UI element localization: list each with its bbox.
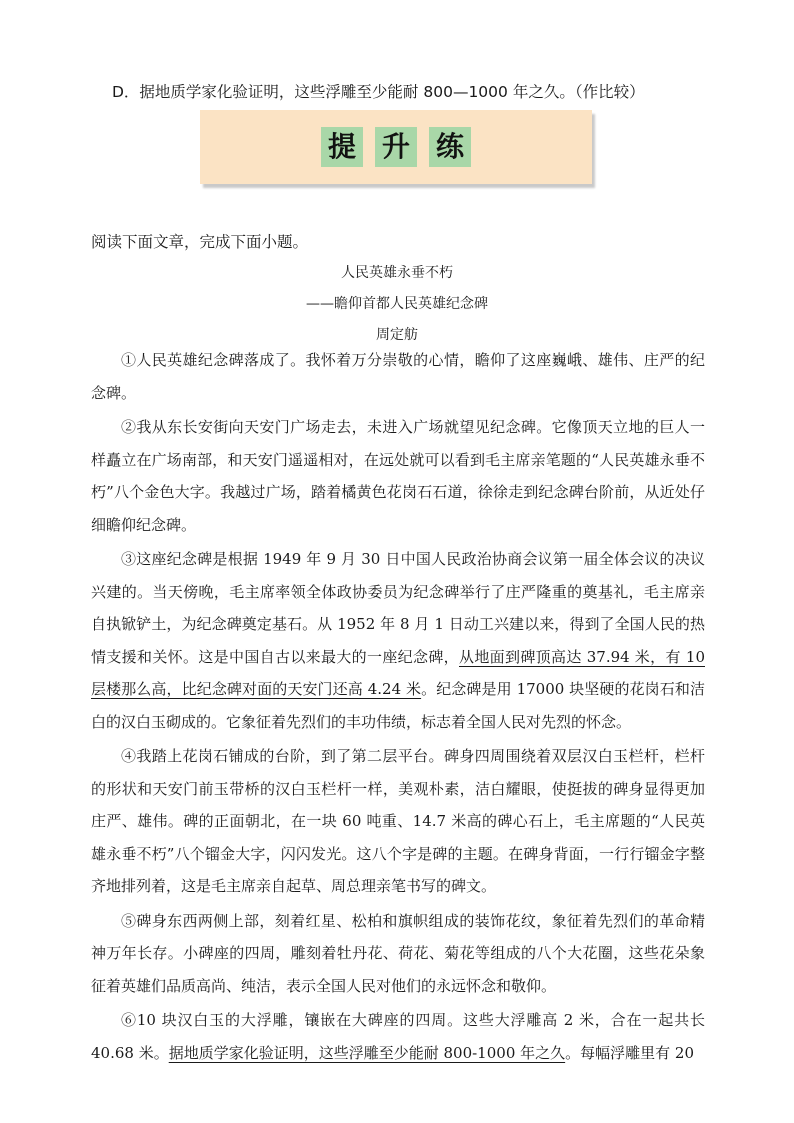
banner-char-1: 提 bbox=[321, 127, 363, 167]
paragraph-5: ⑤碑身东西两侧上部，刻着红星、松柏和旗帜组成的装饰花纹，象征着先烈们的革命精神万年长存。小碑座的四周，雕刻着牡丹花、荷花、菊花等组成的八个大花圈，这些花朵象征着英雄们品质高尚、纯洁，表示全国人民对他们的永远怀念和敬仰。 bbox=[91, 911, 705, 995]
paragraph-3-text-b: 。纪念碑是用 17000 块坚硬的花岗石和洁白的汉白玉砌成的。它象征着先烈们的丰功伟绩，标志着全国人民对先烈的怀念。 bbox=[91, 680, 705, 731]
paragraph-3-text-a: ③这座纪念碑是根据 1949 年 9 月 30 日中国人民政治协商会议第一届全体会议的决议兴建的。当天傍晚，毛主席率领全体政协委员为纪念碑举行了庄严隆重的奠基礼，毛主席亲自执锨铲土，为纪念碑奠定基石。从 1952 年 8 月 1 日动工兴建以来，得到了全国人民的热情支援和关怀。这是中国自古以来最大的一座纪念碑， bbox=[91, 550, 705, 666]
banner-char-3: 练 bbox=[429, 127, 471, 167]
paragraph-6 bbox=[91, 1004, 705, 1069]
paragraph-2: ②我从东长安街向天安门广场走去，未进入广场就望见纪念碑。它像顶天立地的巨人一样矗立在广场南部，和天安门遥遥相对，在远处就可以看到毛主席亲笔题的“人民英雄永垂不朽”八个金色大字。我越过广场，踏着橘黄色花岗石石道，徐徐走到纪念碑台阶前，从近处仔细瞻仰纪念碑。 bbox=[91, 418, 705, 534]
banner-char-2: 升 bbox=[375, 127, 417, 167]
reading-instruction: 阅读下面文章，完成下面小题。 bbox=[91, 233, 309, 251]
article-subtitle: ——瞻仰首都人民英雄纪念碑 bbox=[306, 296, 488, 312]
paragraph-6-text-a: ⑥10 块汉白玉的大浮雕，镶嵌在大碑座的四周。这些大浮雕高 2 米，合在一起共长 40.68 米。 bbox=[91, 1011, 705, 1062]
section-banner bbox=[200, 110, 592, 184]
paragraph-1: ①人民英雄纪念碑落成了。我怀着万分崇敬的心情，瞻仰了这座巍峨、雄伟、庄严的纪念碑。 bbox=[91, 351, 705, 402]
paragraph-6-text-b: 。每幅浮雕里有 20 bbox=[565, 1043, 694, 1062]
article-author: 周定舫 bbox=[376, 327, 418, 343]
paragraph-3-underlined: 从地面到碑顶高达 37.94 米，有 10 层楼那么高，比纪念碑对面的天安门还高 4.24 米 bbox=[91, 647, 705, 698]
article-body bbox=[91, 344, 705, 1071]
article-title: 人民英雄永垂不朽 bbox=[341, 265, 453, 281]
paragraph-6-underlined: 据地质学家化验证明，这些浮雕至少能耐 800-1000 年之久 bbox=[168, 1043, 566, 1062]
paragraph-3 bbox=[91, 543, 705, 738]
paragraph-4: ④我踏上花岗石铺成的台阶，到了第二层平台。碑身四周围绕着双层汉白玉栏杆，栏杆的形状和天安门前玉带桥的汉白玉栏杆一样，美观朴素，洁白耀眼，使挺拔的碑身显得更加庄严、雄伟。碑的正面朝北，在一块 60 吨重、14.7 米高的碑心石上，毛主席题的“人民英雄永垂不朽”八个镏金大字，闪闪发光。这八个字是碑的主题。在碑身背面，一行行镏金字整齐地排列着，这是毛主席亲自起草、周总理亲笔书写的碑文。 bbox=[91, 747, 705, 895]
option-d-text: D．据地质学家化验证明，这些浮雕至少能耐 800—1000 年之久。（作比较） bbox=[112, 83, 645, 101]
